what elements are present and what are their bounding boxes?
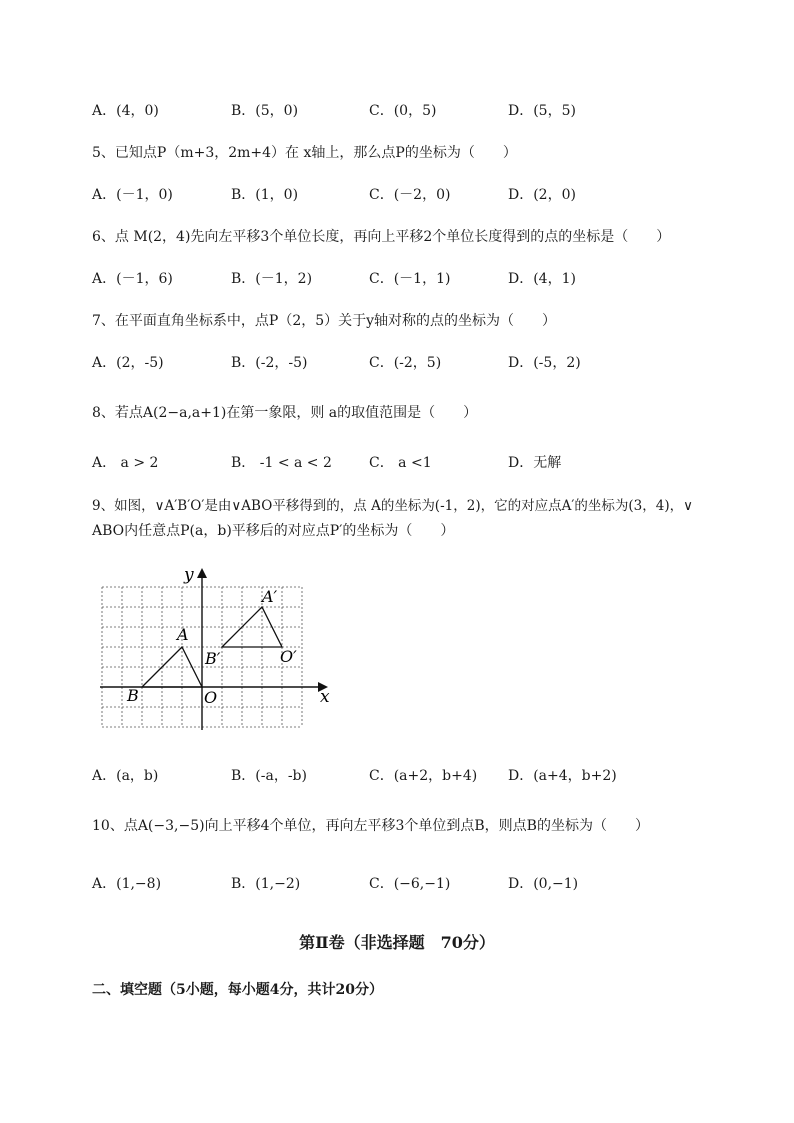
y-axis-label: y: [184, 565, 194, 585]
q8-option-c: C． a <1: [369, 455, 432, 471]
label-o-prime: O′: [280, 647, 297, 666]
q6-option-a: A．(－1，6): [92, 271, 173, 287]
q10-option-a: A．(1,−8): [92, 876, 162, 892]
q7-option-a: A．(2，-5): [92, 355, 164, 371]
q8-option-d: D．无解: [508, 455, 562, 471]
q6-option-c: C．(－1，1): [369, 271, 451, 287]
y-axis-arrow: [197, 568, 207, 578]
label-a-prime: A′: [262, 587, 278, 606]
q4-option-c: C．(0，5): [369, 103, 437, 119]
q9-option-a: A．(a，b): [92, 768, 159, 784]
q5-option-b: B．(1，0): [231, 187, 299, 203]
part-heading: 二、填空题（5小题，每小题4分，共计20分）: [92, 982, 383, 998]
q8-stem: 8、若点A(2−a,a+1)在第一象限，则 a的取值范围是（ ）: [92, 405, 478, 421]
label-o: O: [204, 688, 218, 707]
q7-stem: 7、在平面直角坐标系中，点P（2，5）关于y轴对称的点的坐标为（ ）: [92, 313, 557, 329]
q5-option-d: D．(2，0): [508, 187, 576, 203]
q7-option-d: D．(-5，2): [508, 355, 581, 371]
q10-option-b: B．(1,−2): [231, 876, 301, 892]
label-b: B: [127, 686, 139, 705]
q7-option-b: B．(-2，-5): [231, 355, 308, 371]
q4-option-d: D．(5，5): [508, 103, 576, 119]
label-a: A: [177, 625, 189, 644]
label-b-prime: B′: [205, 649, 221, 668]
q9-stem-line1: 9、如图，∨A′B′O′是由∨ABO平移得到的，点 A的坐标为(-1，2)，它的对应点A′的坐标为(3，4)，∨: [92, 498, 693, 514]
q9-coordinate-figure: [96, 562, 341, 734]
q4-option-a: A．(4，0): [92, 103, 159, 119]
q9-option-d: D．(a+4，b+2): [508, 768, 617, 784]
q9-option-c: C．(a+2，b+4): [369, 768, 478, 784]
q9-stem-line2: ABO内任意点P(a，b)平移后的对应点P′的坐标为（ ）: [92, 523, 455, 539]
q8-option-b: B． -1 < a < 2: [231, 455, 332, 471]
q8-option-a: A． a > 2: [92, 455, 159, 471]
q6-option-d: D．(4，1): [508, 271, 576, 287]
q6-stem: 6、点 M(2，4)先向左平移3个单位长度，再向上平移2个单位长度得到的点的坐标是（ ）: [92, 229, 671, 245]
q6-option-b: B．(－1，2): [231, 271, 313, 287]
q5-option-a: A．(－1，0): [92, 187, 173, 203]
q7-option-c: C．(-2，5): [369, 355, 442, 371]
q5-option-c: C．(－2，0): [369, 187, 451, 203]
q10-option-c: C．(−6,−1): [369, 876, 451, 892]
q9-option-b: B．(-a，-b): [231, 768, 307, 784]
q10-stem: 10、点A(−3,−5)向上平移4个单位，再向左平移3个单位到点B，则点B的坐标为（ ）: [92, 818, 649, 834]
section-title: 第Ⅱ卷（非选择题 70分）: [299, 933, 495, 952]
q5-stem: 5、已知点P（m+3，2m+4）在 x轴上，那么点P的坐标为（ ）: [92, 145, 517, 161]
x-axis-label: x: [320, 687, 330, 707]
q10-option-d: D．(0,−1): [508, 876, 579, 892]
q4-option-b: B．(5，0): [231, 103, 299, 119]
